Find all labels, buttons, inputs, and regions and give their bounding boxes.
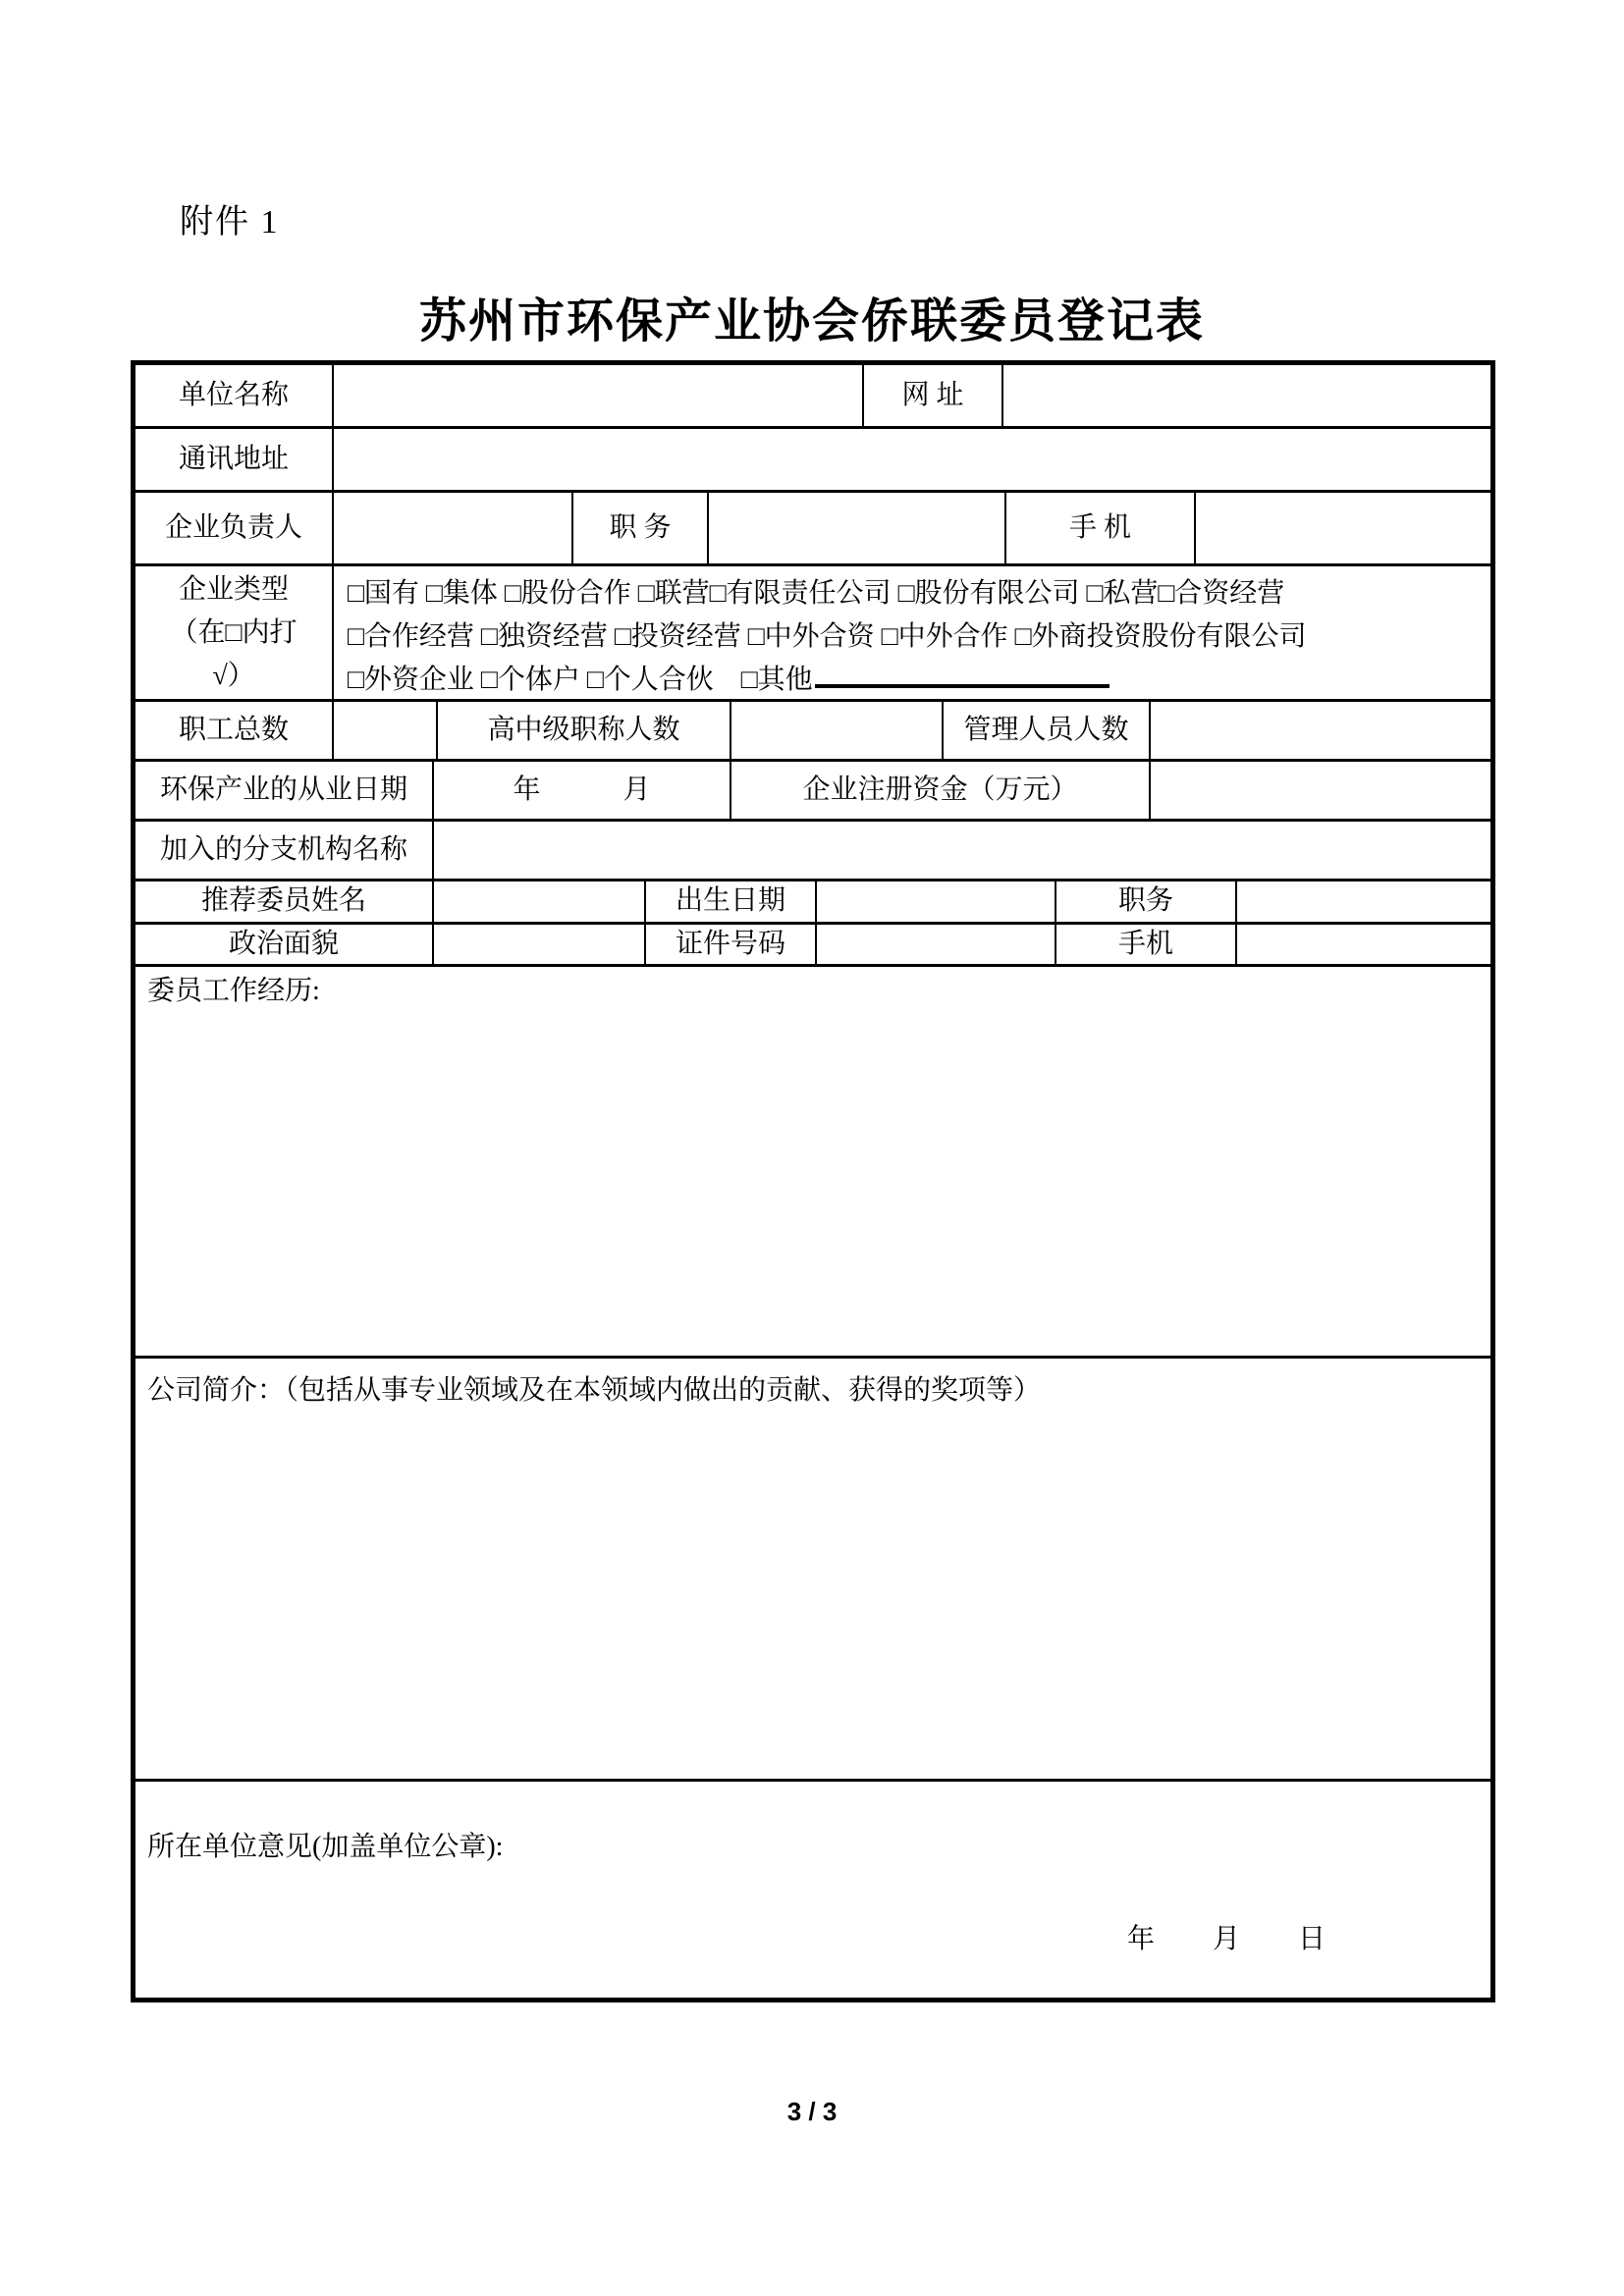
unit-name-label: 单位名称	[135, 365, 334, 426]
table-row	[135, 925, 1490, 967]
table-row	[135, 566, 1490, 702]
work-experience-area[interactable]	[135, 967, 1490, 1356]
company-profile-area[interactable]	[135, 1359, 1490, 1779]
political-status-label: 政治面貌	[135, 925, 434, 964]
industry-start-date-input[interactable]: 年 月	[434, 762, 731, 819]
manager-input[interactable]	[334, 493, 573, 563]
table-row	[135, 493, 1490, 566]
manager-position-input[interactable]	[709, 493, 1006, 563]
opinion-date-line[interactable]: 年 月 日	[1127, 1924, 1327, 1954]
political-status-input[interactable]	[434, 925, 646, 964]
website-label: 网 址	[864, 365, 1003, 426]
manager-count-label: 管理人员人数	[944, 702, 1151, 759]
table-row	[135, 365, 1490, 429]
company-type-options	[334, 566, 1490, 699]
registered-capital-input[interactable]	[1151, 762, 1490, 819]
unit-name-input[interactable]	[334, 365, 864, 426]
branch-name-label: 加入的分支机构名称	[135, 822, 434, 879]
staff-total-input[interactable]	[334, 702, 438, 759]
page-title: 苏州市环保产业协会侨联委员登记表	[418, 295, 1205, 347]
manager-label: 企业负责人	[135, 493, 334, 563]
table-row	[135, 702, 1490, 762]
id-number-input[interactable]	[817, 925, 1056, 964]
manager-mobile-input[interactable]	[1196, 493, 1490, 563]
work-experience-label: 委员工作经历:	[147, 976, 320, 1006]
table-row	[135, 881, 1490, 925]
company-profile-label: 公司简介：（包括从事专业领域及在本领域内做出的贡献、获得的奖项等）	[147, 1375, 1042, 1406]
member-mobile-input[interactable]	[1237, 925, 1490, 964]
unit-opinion-area[interactable]	[135, 1782, 1490, 1998]
birth-date-label: 出生日期	[646, 881, 817, 922]
table-row	[135, 967, 1490, 1359]
unit-opinion-label: 所在单位意见(加盖单位公章):	[147, 1832, 504, 1862]
company-type-label-line3: √）	[212, 660, 255, 691]
birth-date-input[interactable]	[817, 881, 1056, 922]
member-mobile-label: 手机	[1056, 925, 1237, 964]
recommended-member-input[interactable]	[434, 881, 646, 922]
company-type-label	[135, 566, 334, 699]
company-type-label-line1: 企业类型	[178, 573, 289, 605]
manager-count-input[interactable]	[1151, 702, 1490, 759]
page-number: 3 / 3	[786, 2097, 838, 2126]
company-type-label-line2: （在□内打	[170, 616, 298, 648]
manager-position-label: 职 务	[573, 493, 709, 563]
company-type-options-line1[interactable]: □国有 □集体 □股份合作 □联营□有限责任公司 □股份有限公司 □私营□合资经营	[348, 578, 1285, 609]
table-row	[135, 429, 1490, 493]
member-position-label: 职务	[1056, 881, 1237, 922]
mid-senior-count-input[interactable]	[731, 702, 944, 759]
id-number-label: 证件号码	[646, 925, 817, 964]
table-row	[135, 762, 1490, 822]
company-type-options-line3-text[interactable]: □外资企业 □个体户 □个人合伙 □其他	[348, 665, 813, 695]
address-label: 通讯地址	[135, 429, 334, 490]
industry-start-date-label: 环保产业的从业日期	[135, 762, 434, 819]
registration-form-table	[131, 360, 1495, 2002]
staff-total-label: 职工总数	[135, 702, 334, 759]
recommended-member-label: 推荐委员姓名	[135, 881, 434, 922]
table-row	[135, 822, 1490, 881]
mid-senior-count-label: 高中级职称人数	[438, 702, 731, 759]
manager-mobile-label: 手 机	[1006, 493, 1196, 563]
company-type-options-line2[interactable]: □合作经营 □独资经营 □投资经营 □中外合资 □中外合作 □外商投资股份有限公司	[348, 621, 1307, 652]
other-type-fill-line[interactable]	[815, 680, 1110, 688]
table-row	[135, 1782, 1490, 1998]
address-input[interactable]	[334, 429, 1490, 490]
branch-name-input[interactable]	[434, 822, 1490, 879]
registered-capital-label: 企业注册资金（万元）	[731, 762, 1151, 819]
attachment-label: 附件 1	[180, 204, 280, 240]
company-type-options-line3[interactable]	[348, 659, 1485, 699]
website-input[interactable]	[1003, 365, 1490, 426]
table-row	[135, 1359, 1490, 1782]
member-position-input[interactable]	[1237, 881, 1490, 922]
